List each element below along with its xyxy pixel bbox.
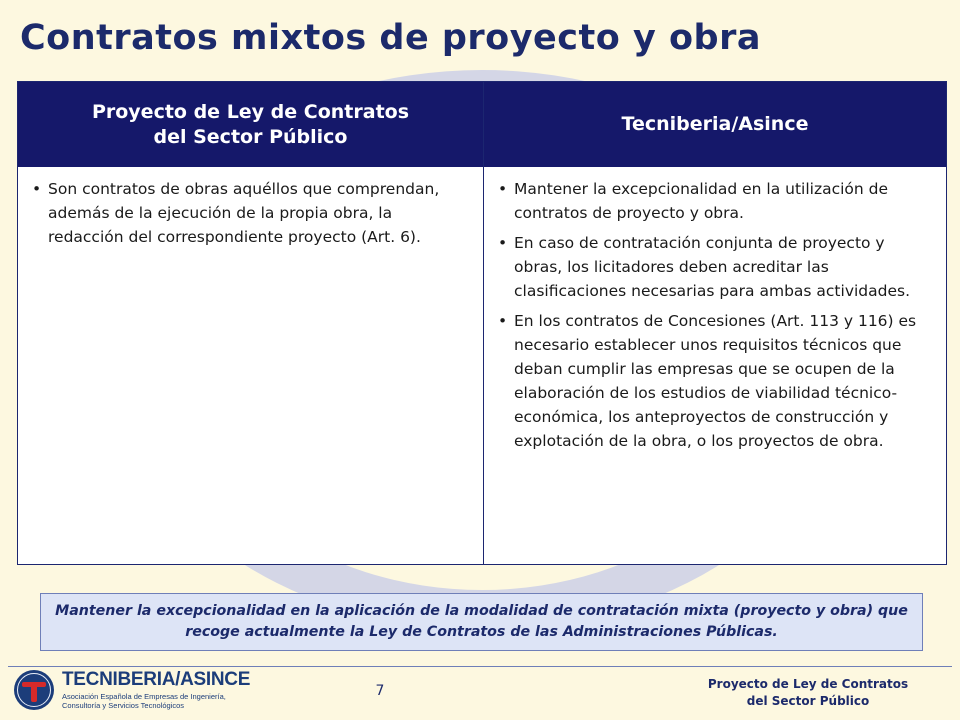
- left-column: [18, 82, 484, 564]
- right-column-header: [484, 82, 946, 167]
- left-bullet-list: [18, 167, 483, 249]
- left-column-header-text: Proyecto de Ley de Contratos del Sector Público: [91, 100, 410, 148]
- right-bullet-list: [484, 167, 946, 453]
- slide-title: Contratos mixtos de proyecto y obra: [20, 18, 761, 58]
- footer-document-title: Proyecto de Ley de Contratos del Sector Público: [707, 677, 909, 708]
- list-item: • En los contratos de Concesiones (Art. 113 y 116) es necesario establecer unos requisitos técnicos que deban cumplir las empresas que se ocupen de la elaboración de los estudios de viabilidad técnico-económica, los anteproyectos de construcción y explotación de la obra, o los proyectos de obra.: [514, 309, 932, 453]
- list-item: • Son contratos de obras aquéllos que comprendan, además de la ejecución de la propia obra, la redacción del correspondiente proyecto (Art. 6).: [48, 177, 469, 249]
- footer-divider: [8, 666, 952, 667]
- tecniberia-logo: [14, 670, 250, 710]
- list-item: • En caso de contratación conjunta de proyecto y obras, los licitadores deben acreditar las clasificaciones necesarias para ambas actividades.: [514, 231, 932, 303]
- logo-emblem-icon: [14, 670, 54, 710]
- conclusion-note: Mantener la excepcionalidad en la aplicación de la modalidad de contratación mixta (proyecto y obra) que recoge actualmente la Ley de Contratos de las Administraciones Públicas.: [40, 593, 923, 651]
- page-number: 7: [375, 683, 385, 699]
- right-column-header-text: Tecniberia/Asince: [621, 113, 809, 135]
- logo-name: TECNIBERIA/ASINCE: [62, 669, 251, 690]
- left-column-header: [18, 82, 483, 167]
- comparison-table: [17, 81, 947, 565]
- right-column: [484, 82, 946, 564]
- logo-subtitle: Asociación Española de Empresas de Ingeniería, Consultoría y Servicios Tecnológicos: [62, 692, 226, 710]
- list-item: • Mantener la excepcionalidad en la utilización de contratos de proyecto y obra.: [514, 177, 932, 225]
